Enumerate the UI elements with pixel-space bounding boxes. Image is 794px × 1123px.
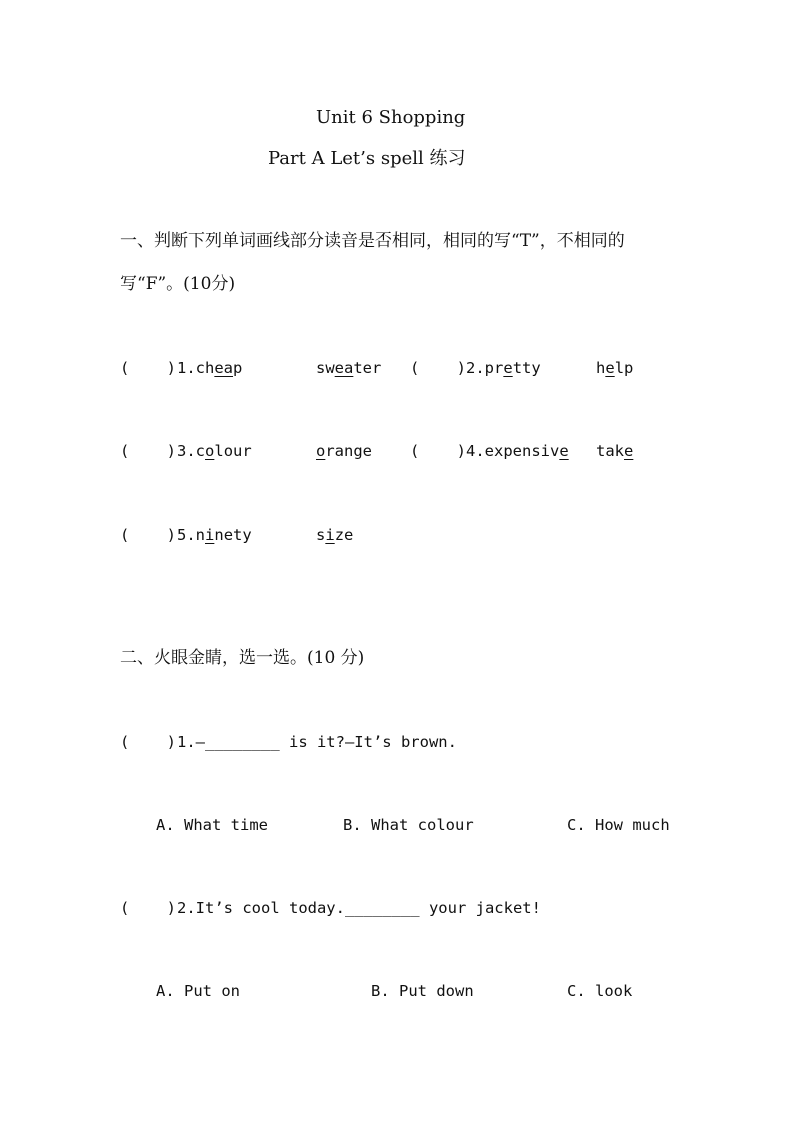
question-1-option-a[interactable]: A. What time xyxy=(156,816,268,834)
word-part: tak xyxy=(596,442,624,460)
answer-blank[interactable]: ( ) xyxy=(410,359,466,377)
question-2-option-a[interactable]: A. Put on xyxy=(156,982,240,1000)
word-part: expensiv xyxy=(484,442,560,460)
word-part: ze xyxy=(334,526,354,544)
item-number: 3. xyxy=(177,442,196,460)
underlined-letters: e xyxy=(559,442,569,460)
answer-blank[interactable]: ( ) xyxy=(410,442,466,460)
underlined-letters: ea xyxy=(334,359,354,377)
word-part: ch xyxy=(195,359,215,377)
underlined-letters: o xyxy=(205,442,215,460)
item-5-word-a xyxy=(177,525,252,545)
word-part: lp xyxy=(614,359,634,377)
underlined-letters: ea xyxy=(214,359,234,377)
section1-heading-line1: 一、判断下列单词画线部分读音是否相同，相同的写“T”，不相同的 xyxy=(120,231,625,251)
item-1-word-a xyxy=(177,358,242,378)
word-part: ter xyxy=(353,359,382,377)
item-number: 1. xyxy=(177,359,196,377)
answer-blank[interactable]: ( ) xyxy=(120,526,176,544)
underlined-letters: e xyxy=(624,442,634,460)
item-number: 2. xyxy=(466,359,485,377)
item-number: 5. xyxy=(177,526,196,544)
item-5-word-b xyxy=(316,525,353,545)
word-part: n xyxy=(195,526,206,544)
word-part: s xyxy=(316,526,326,544)
word-part: p xyxy=(233,359,243,377)
item-2-word-b xyxy=(596,358,633,378)
item-1-word-b xyxy=(316,358,381,378)
item-2-word-a xyxy=(466,358,541,378)
answer-blank[interactable]: ( ) xyxy=(120,359,176,377)
underlined-letters: e xyxy=(503,359,513,377)
word-part: nety xyxy=(214,526,252,544)
question-2-stem: 2.It’s cool today.________ your jacket! xyxy=(177,899,541,917)
word-part: tty xyxy=(512,359,541,377)
item-4-word-b xyxy=(596,441,633,461)
word-part: sw xyxy=(316,359,335,377)
underlined-letters: e xyxy=(605,359,615,377)
underlined-letters: i xyxy=(325,526,335,544)
answer-blank[interactable]: ( ) xyxy=(120,442,176,460)
underlined-letters: i xyxy=(205,526,215,544)
item-number: 4. xyxy=(466,442,485,460)
section2-heading: 二、火眼金睛，选一选。(10 分) xyxy=(120,648,365,668)
item-3-word-b xyxy=(316,441,372,461)
question-1-stem: 1.—________ is it?—It’s brown. xyxy=(177,733,457,751)
word-part: range xyxy=(325,442,373,460)
answer-blank[interactable]: ( ) xyxy=(120,733,176,751)
word-part: h xyxy=(596,359,606,377)
word-part: c xyxy=(195,442,206,460)
word-part: pr xyxy=(484,359,504,377)
question-2-option-c[interactable]: C. look xyxy=(567,982,633,1000)
item-3-word-a xyxy=(177,441,252,461)
page-subtitle: Part A Let’s spell 练习 xyxy=(268,148,466,169)
question-1-option-c[interactable]: C. How much xyxy=(567,816,670,834)
section1-heading-line2: 写“F”。(10分) xyxy=(120,274,236,294)
question-2-option-b[interactable]: B. Put down xyxy=(371,982,474,1000)
answer-blank[interactable]: ( ) xyxy=(120,899,176,917)
underlined-letters: o xyxy=(316,442,326,460)
question-1-option-b[interactable]: B. What colour xyxy=(343,816,474,834)
page-title: Unit 6 Shopping xyxy=(316,107,466,128)
word-part: lour xyxy=(214,442,252,460)
item-4-word-a xyxy=(466,441,569,461)
